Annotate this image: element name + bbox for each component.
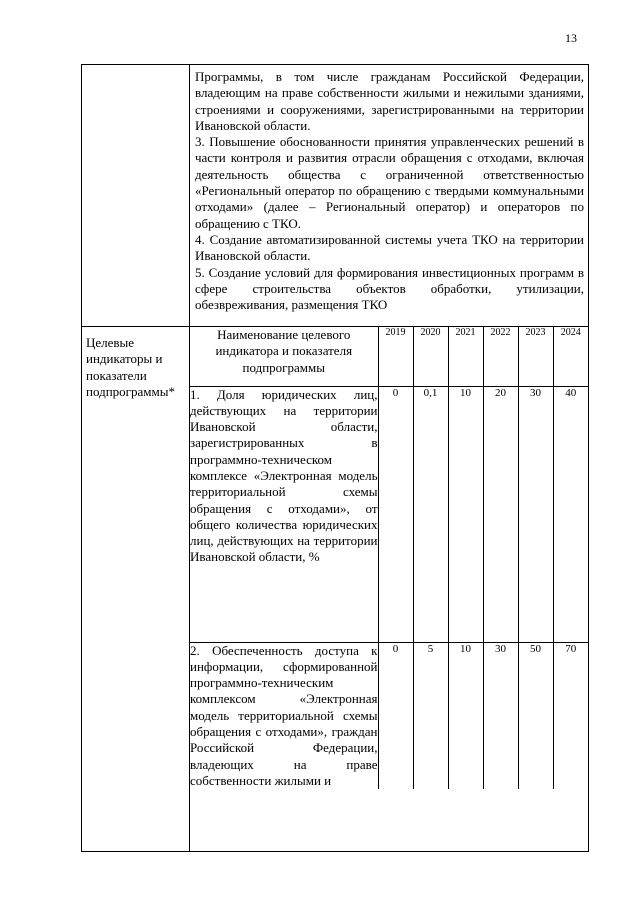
indicators-header-row: [190, 327, 588, 386]
page-number: 13: [565, 31, 577, 45]
indicators-table: [190, 327, 588, 789]
year-header: 2020: [413, 327, 448, 386]
goal-item: 5. Создание условий для формирования инвестиционных программ в сфере строительства объектов обработки, утилизации, обезвреживания, размещения ТКО: [195, 264, 584, 313]
goals-row: [82, 65, 589, 327]
year-header: 2021: [448, 327, 483, 386]
indicator-value: 70: [553, 642, 588, 789]
goals-label-cell: [82, 65, 190, 327]
indicators-label: Целевые индикаторы и показатели подпрограммы*: [82, 327, 190, 852]
indicator-row: [190, 386, 588, 642]
indicator-value: 10: [448, 642, 483, 789]
indicator-value: 20: [483, 386, 518, 642]
indicator-value: 50: [518, 642, 553, 789]
indicator-value: 30: [518, 386, 553, 642]
year-header: 2024: [553, 327, 588, 386]
goal-item: Программы, в том числе гражданам Российской Федерации, владеющим на праве собственности жилыми и нежилыми зданиями, строениями и сооружениями, зарегистрированными на территории Ивановской области.: [195, 69, 584, 133]
indicator-value: 0: [378, 642, 413, 789]
goals-cell: [190, 65, 589, 327]
year-header: 2019: [378, 327, 413, 386]
indicator-value: 5: [413, 642, 448, 789]
indicator-name-header: Наименование целевого индикатора и показателя подпрограммы: [190, 327, 378, 386]
indicator-value: 0,1: [413, 386, 448, 642]
indicators-cell: [190, 327, 589, 852]
indicators-row: [82, 327, 589, 852]
indicator-value: 0: [378, 386, 413, 642]
year-header: 2023: [518, 327, 553, 386]
indicator-value: 10: [448, 386, 483, 642]
indicator-value: 30: [483, 642, 518, 789]
indicator-value: 40: [553, 386, 588, 642]
indicator-name: 1. Доля юридических лиц, действующих на территории Ивановской области, зарегистрированных в программно-техническом комплексе «Электронная модель территориальной схемы обращения с отходами», от общего количества юридических лиц, действующих на территории Ивановской области, %: [190, 386, 378, 642]
indicator-row: [190, 642, 588, 789]
goal-item: 3. Повышение обоснованности принятия управленческих решений в части контроля и развития отрасли обращения с отходами, включая деятельность общества с ограниченной ответственностью «Региональный оператор по обращению с твердыми коммунальными отходами» (далее – Региональный оператор) и операторов по обращению с ТКО.: [195, 134, 584, 231]
year-header: 2022: [483, 327, 518, 386]
goal-item: 4. Создание автоматизированной системы учета ТКО на территории Ивановской области.: [195, 231, 584, 264]
subprogram-passport-table: [81, 64, 589, 852]
indicator-name: 2. Обеспеченность доступа к информации, сформированной программно-техническим комплексом «Электронная модель территориальной схемы обращения с отходами», граждан Российской Федерации, владеющих на праве собственности жилыми и: [190, 642, 378, 788]
